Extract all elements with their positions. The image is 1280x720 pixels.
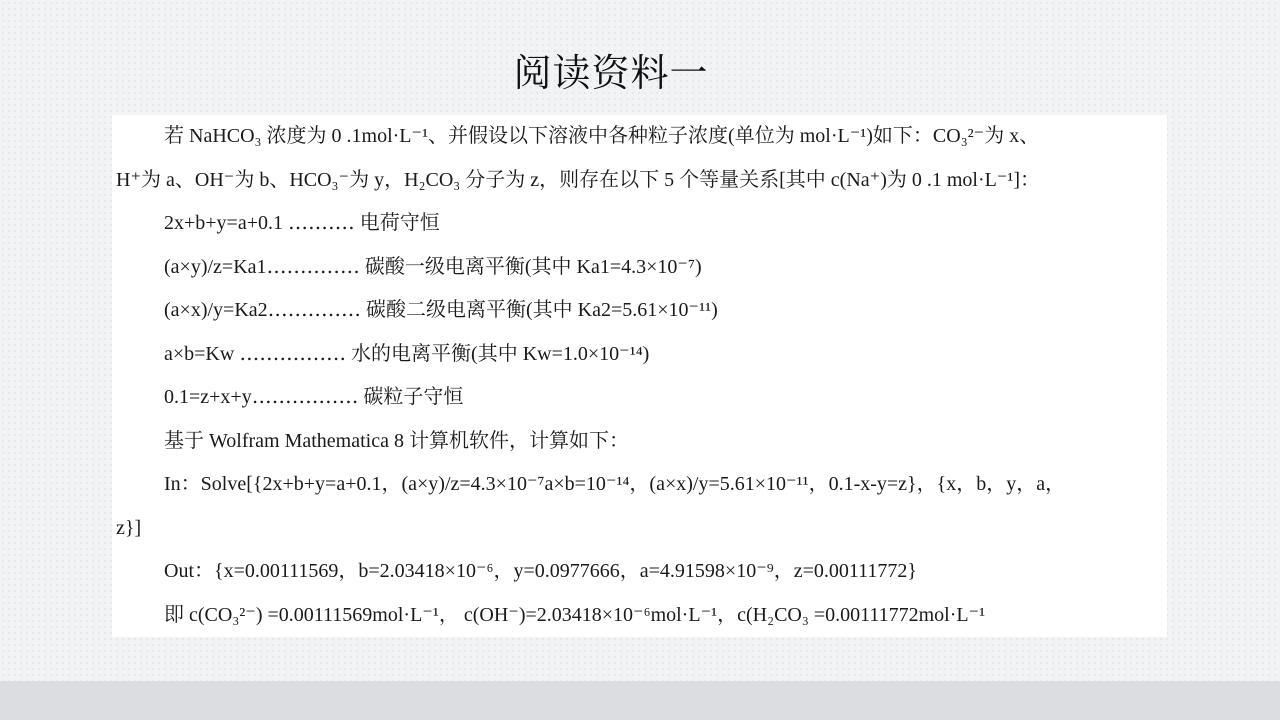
software-note: 基于 Wolfram Mathematica 8 计算机软件，计算如下： [164, 430, 629, 452]
equation-ka1: (a×y)/z=Ka1‥‥‥‥‥‥‥ 碳酸一级电离平衡(其中 Ka1=4.3×10⁻⁷) [164, 256, 702, 278]
bottom-bar [0, 681, 1280, 720]
input-line-cont: z}] [116, 517, 142, 539]
equation-charge: 2x+b+y=a+0.1 ‥‥‥‥‥ 电荷守恒 [164, 212, 440, 234]
result-line: 即 c(CO₃²⁻) =0.00111569mol·L⁻¹， c(OH⁻)=2.03418×10⁻⁶mol·L⁻¹，c(H₂CO₃ =0.00111772mol·L⁻¹ [164, 604, 986, 626]
equation-carbon: 0.1=z+x+y‥‥‥‥‥‥‥‥ 碳粒子守恒 [164, 386, 464, 408]
slide-title: 阅读资料一 [513, 51, 709, 95]
paragraph-line-1: 若 NaHCO₃ 浓度为 0 .1mol·L⁻¹、并假设以下溶液中各种粒子浓度(单位为 mol·L⁻¹)如下：CO₃²⁻为 x、 [164, 125, 1040, 147]
paragraph-line-2: H⁺为 a、OH⁻为 b、HCO₃⁻为 y，H₂CO₃ 分子为 z，则存在以下 5 个等量关系[其中 c(Na⁺)为 0 .1 mol·L⁻¹]： [116, 169, 1041, 191]
equation-kw: a×b=Kw ‥‥‥‥‥‥‥‥ 水的电离平衡(其中 Kw=1.0×10⁻¹⁴) [164, 343, 650, 365]
input-line: In：Solve[{2x+b+y=a+0.1，(a×y)/z=4.3×10⁻⁷a×b=10⁻¹⁴，(a×x)/y=5.61×10⁻¹¹，0.1-x-y=z}，{x，b，y，a， [164, 473, 1066, 495]
output-line: Out：{x=0.00111569，b=2.03418×10⁻⁶，y=0.0977666，a=4.91598×10⁻⁹，z=0.00111772} [164, 560, 917, 582]
document-image [112, 115, 1167, 637]
equation-ka2: (a×x)/y=Ka2‥‥‥‥‥‥‥ 碳酸二级电离平衡(其中 Ka2=5.61×10⁻¹¹) [164, 299, 718, 321]
